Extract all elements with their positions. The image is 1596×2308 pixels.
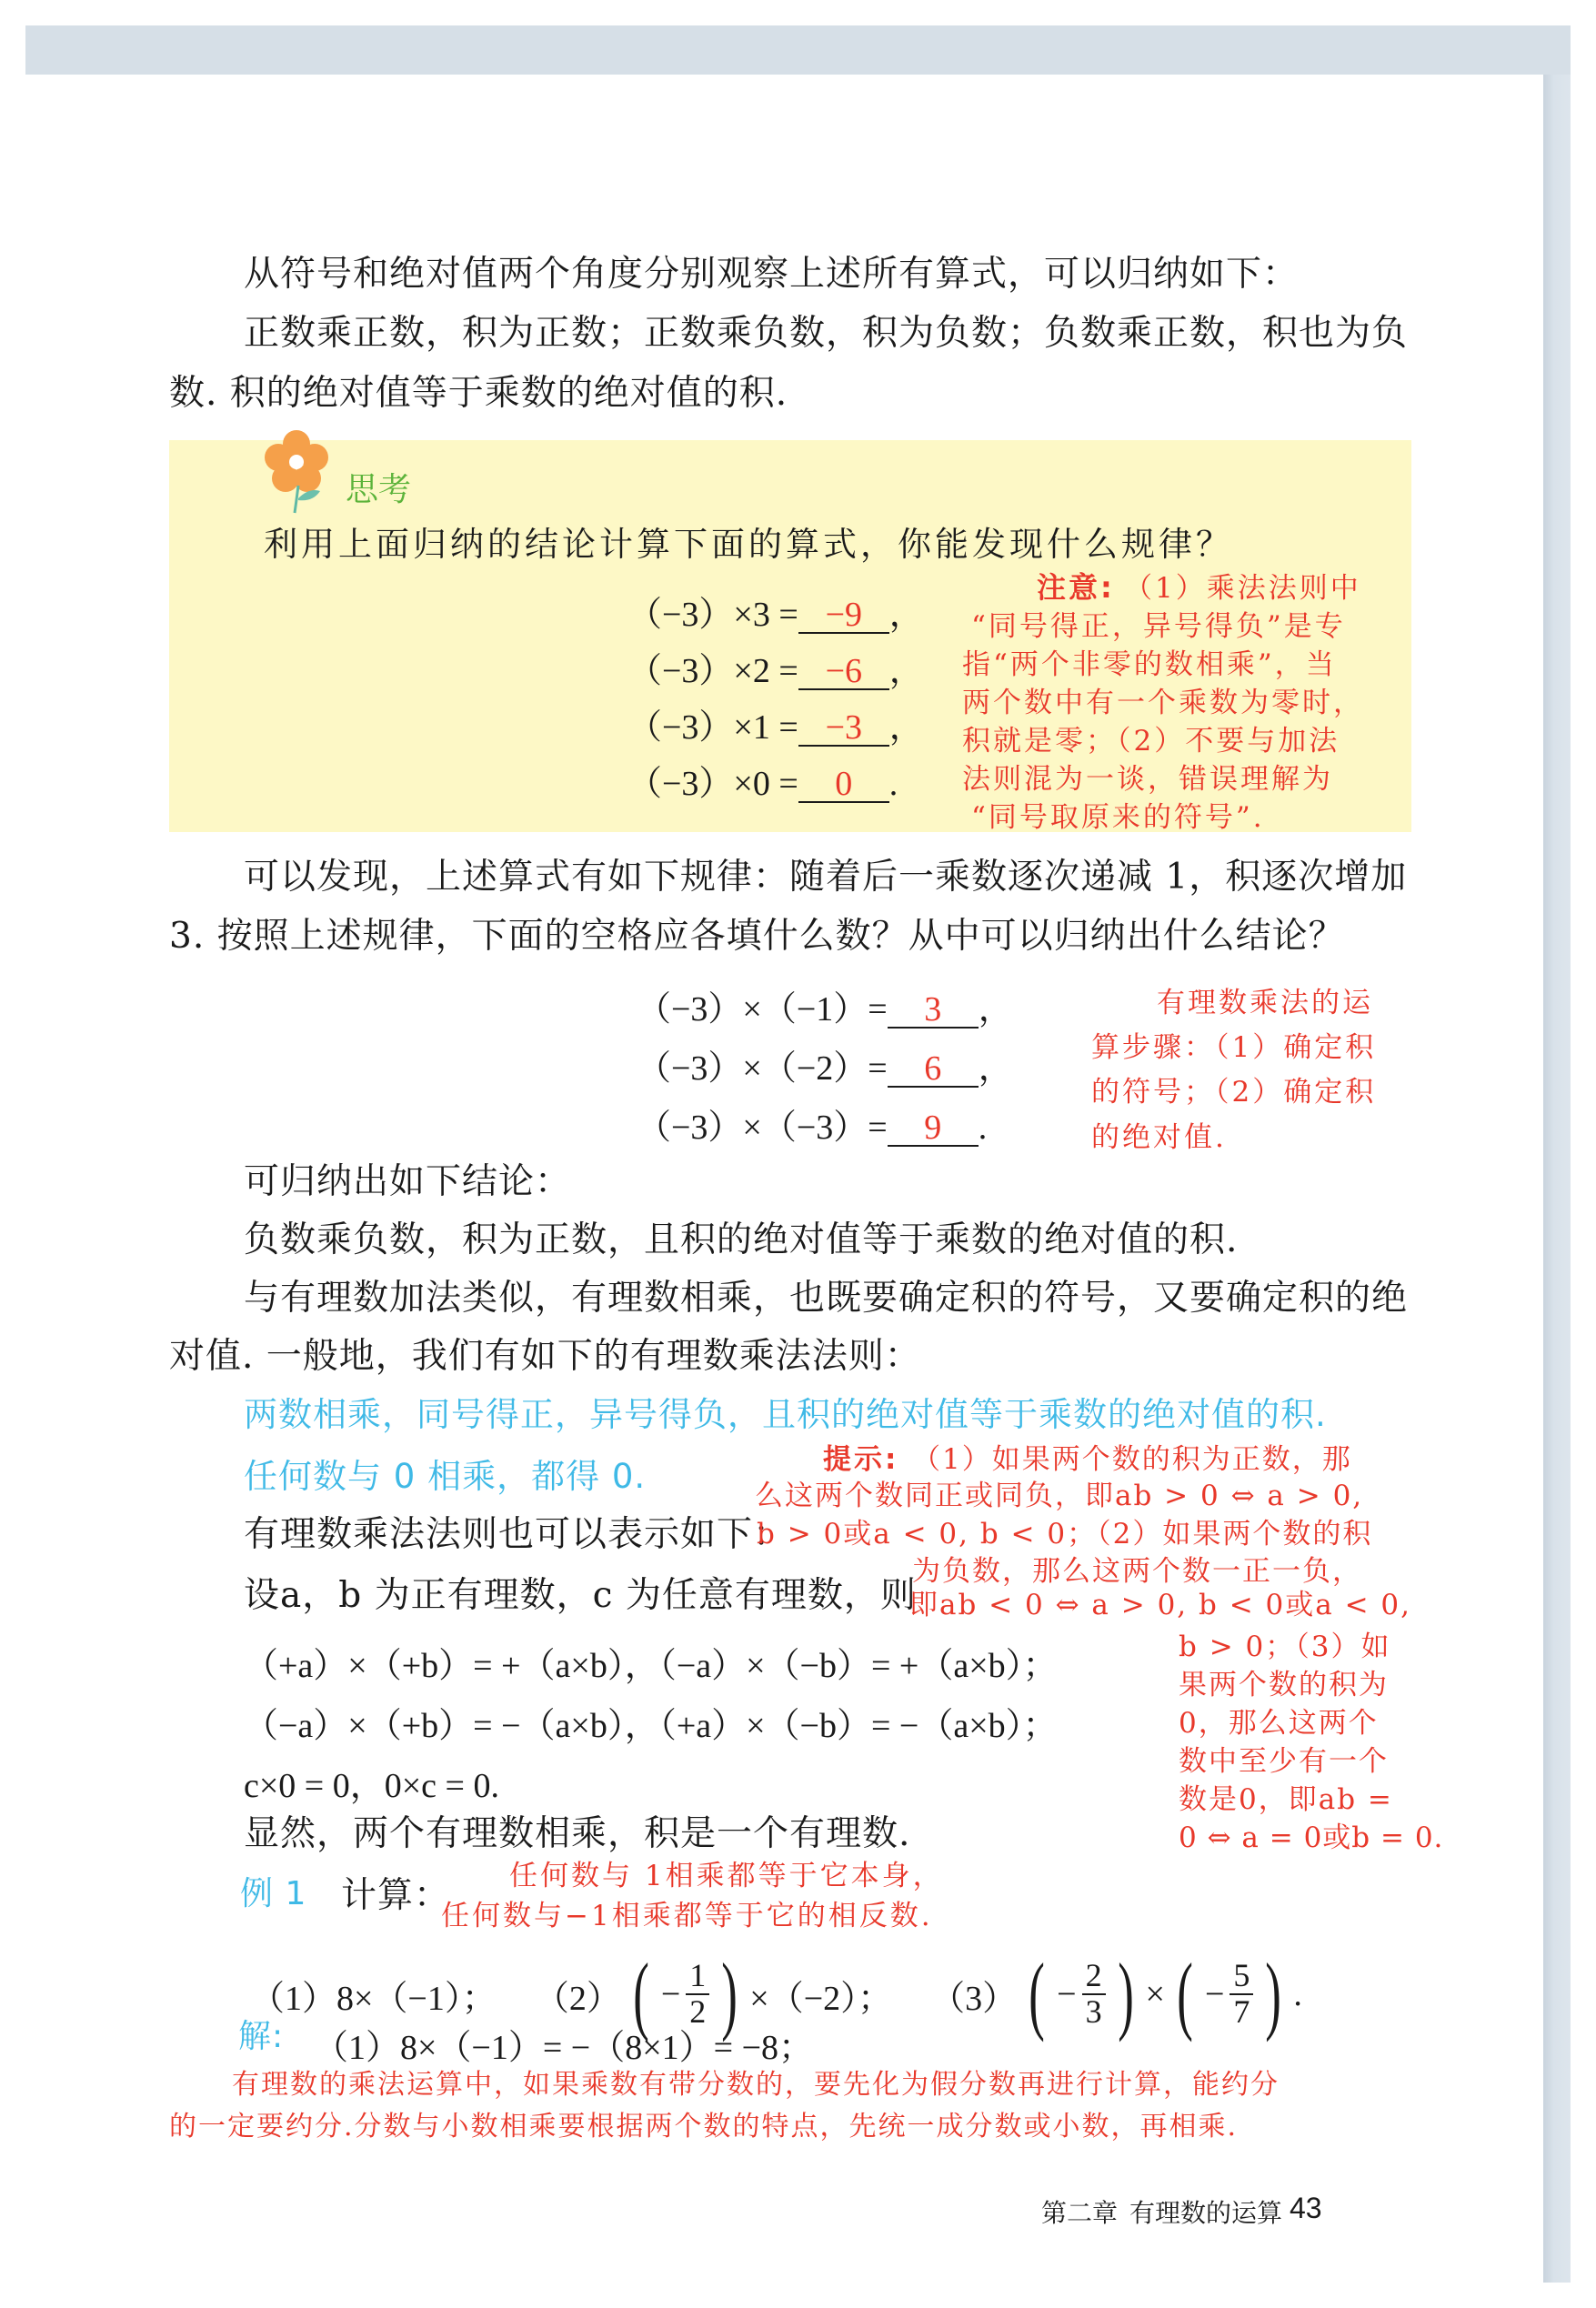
steps-note-line: 的绝对值. — [1091, 1121, 1227, 1154]
fraction: $\frac{5}{7}$ — [1230, 1959, 1253, 2030]
think-question: 利用上面归纳的结论计算下面的算式，你能发现什么规律？ — [264, 525, 1233, 564]
pattern-line1: 可以发现，上述算式有如下规律：随着后一乘数逐次递减 1，积逐次增加 — [244, 857, 1408, 898]
answer-blank: 6 — [888, 1051, 979, 1088]
multiplication-tip-line2: 的一定要约分.分数与小数相乘要根据两个数的特点，先统一成分数或小数，再相乘. — [169, 2111, 1239, 2142]
example-task: 计算： — [341, 1875, 451, 1916]
pattern-equation-3: （−3）×（−3）= 9 . — [637, 1109, 988, 1147]
note-line: “同号取原来的符号”. — [971, 801, 1265, 834]
answer-blank: −6 — [798, 654, 889, 690]
think-equation-1: （−3）×3 = −9 ， — [627, 596, 924, 634]
paragraph-summary-line1: 正数乘正数，积为正数；正数乘负数，积为负数；负数乘正数，积也为负 — [244, 313, 1409, 354]
pattern-line2: 3. 按照上述规律，下面的空格应各填什么数？从中可以归纳出什么结论？ — [169, 916, 1345, 957]
hint-line: b > 0；（3）如 — [1179, 1631, 1391, 1663]
right-paren: ) — [721, 1945, 738, 2042]
note-line: 积就是零；（2）不要与加法 — [962, 725, 1340, 758]
think-equation-4: （−3）×0 = 0 . — [627, 765, 898, 803]
multiplication-rule-line1: 两数相乘，同号得正，异号得负，且积的绝对值等于乘数的绝对值的积. — [244, 1395, 1327, 1434]
page-frame-right — [1543, 75, 1571, 2283]
hint-line: 么这两个数同正或同负，即ab > 0 ⇔ a > 0, — [755, 1480, 1364, 1512]
hint-line: b > 0或a < 0, b < 0；（2）如果两个数的积 — [757, 1518, 1373, 1550]
hint-label: 提示: — [823, 1443, 899, 1476]
answer-blank: −9 — [798, 597, 889, 634]
hint-line: 0 ⇔ a = 0或b = 0. — [1179, 1821, 1444, 1854]
example-label: 例 1 — [240, 1875, 307, 1912]
right-paren: ) — [1265, 1945, 1282, 2042]
flower-icon — [262, 427, 331, 515]
formal-equation-3: c×0 = 0，0×c = 0. — [244, 1767, 499, 1805]
footer-chapter: 第二章 — [1041, 2198, 1119, 2228]
fraction: $\frac{2}{3}$ — [1082, 1959, 1106, 2030]
steps-note-line: 的符号；（2）确定积 — [1091, 1076, 1377, 1109]
multiplication-tip-line1: 有理数的乘法运算中，如果乘数有带分数的，要先化为假分数再进行计算，能约分 — [232, 2069, 1280, 2101]
hint-line: 即ab < 0 ⇔ a > 0, b < 0或a < 0, — [909, 1589, 1412, 1621]
paragraph-observe: 从符号和绝对值两个角度分别观察上述所有算式，可以归纳如下： — [244, 254, 1300, 295]
conclusion-para-line1: 与有理数加法类似，有理数相乘，也既要确定积的符号，又要确定积的绝 — [244, 1278, 1409, 1319]
conclusion-intro: 可归纳出如下结论： — [244, 1161, 572, 1202]
formal-equation-2: （−a）×（+b）= −（a×b），（+a）×（−b）= −（a×b）； — [244, 1707, 1058, 1745]
problem-1: （1）8×（−1）； — [250, 1979, 497, 2018]
hint-line: 0，那么这两个 — [1179, 1707, 1379, 1740]
hint-line: （1）如果两个数的积为正数，那 — [912, 1443, 1352, 1476]
left-paren: ( — [633, 1945, 649, 2042]
note-line: 法则混为一谈，错误理解为 — [962, 763, 1333, 796]
left-paren: ( — [1029, 1945, 1045, 2042]
note-line: 两个数中有一个乘数为零时， — [962, 687, 1364, 719]
answer-blank: 3 — [888, 992, 979, 1029]
paragraph-summary-line2: 数. 积的绝对值等于乘数的绝对值的积. — [169, 373, 788, 414]
conclusion-text: 负数乘负数，积为正数，且积的绝对值等于乘数的绝对值的积. — [244, 1219, 1239, 1260]
solution-1: （1）8×（−1）= −（8×1）= −8； — [314, 2029, 814, 2067]
pattern-equation-1: （−3）×（−1）= 3 ， — [637, 990, 1013, 1029]
formal-equation-1: （+a）×（+b）= +（a×b），（−a）×（−b）= +（a×b）； — [244, 1647, 1058, 1685]
formal-intro: 有理数乘法法则也可以表示如下： — [244, 1514, 790, 1555]
think-title: 思考 — [346, 471, 412, 508]
think-equation-2: （−3）×2 = −6 ， — [627, 652, 924, 690]
problem-3-prefix: （3） — [930, 1979, 1018, 2018]
example-problems: （1）8×（−1）； （2） ( − $\frac{1}{2}$ ) ×（−2）； （3） ( − $\frac{2}{3}$ ) × ( − $\frac{5}{7}$ ) . — [250, 1945, 1302, 2042]
note-line: 指“两个非零的数相乘”，当 — [962, 648, 1337, 681]
conclusion-para-line2: 对值. 一般地，我们有如下的有理数乘法法则： — [169, 1336, 921, 1377]
problem-2-suffix: ×（−2）； — [749, 1979, 893, 2018]
fraction: $\frac{1}{2}$ — [686, 1959, 709, 2030]
multiplication-rule-line2: 任何数与 0 相乘，都得 0. — [244, 1457, 647, 1496]
example-note-line1: 任何数与 1相乘都等于它本身， — [509, 1860, 944, 1892]
note-line: （1）乘法法则中 — [1124, 572, 1361, 605]
hint-line: 为负数，那么这两个数一正一负， — [912, 1555, 1362, 1588]
think-equation-3: （−3）×1 = −3 ， — [627, 708, 924, 747]
solution-label: 解: — [238, 2018, 285, 2055]
hint-line: 数中至少有一个 — [1179, 1745, 1389, 1778]
formal-closing: 显然，两个有理数相乘，积是一个有理数. — [244, 1813, 911, 1854]
answer-blank: −3 — [798, 710, 889, 747]
hint-line: 数是0，即ab = — [1179, 1783, 1393, 1816]
formal-setup: 设a，b 为正有理数，c 为任意有理数，则 — [244, 1575, 917, 1616]
page-frame-top — [25, 25, 1571, 75]
left-paren: ( — [1177, 1945, 1193, 2042]
pattern-equation-2: （−3）×（−2）= 6 ， — [637, 1049, 1013, 1088]
example-note-line2: 任何数与−1相乘都等于它的相反数. — [441, 1900, 933, 1932]
page-number: 43 — [1290, 2192, 1322, 2224]
footer-chapter-title: 有理数的运算 — [1129, 2198, 1283, 2228]
steps-note-line: 算步骤：（1）确定积 — [1091, 1031, 1377, 1064]
answer-blank: 9 — [888, 1110, 979, 1147]
problem-2-prefix: （2） — [534, 1979, 621, 2018]
answer-blank: 0 — [798, 767, 889, 803]
note-label: 注意: — [1037, 570, 1115, 605]
hint-line: 果两个数的积为 — [1179, 1669, 1389, 1701]
steps-note-line: 有理数乘法的运 — [1157, 987, 1373, 1019]
right-paren: ) — [1117, 1945, 1134, 2042]
note-line: “同号得正，异号得负”是专 — [971, 610, 1346, 643]
